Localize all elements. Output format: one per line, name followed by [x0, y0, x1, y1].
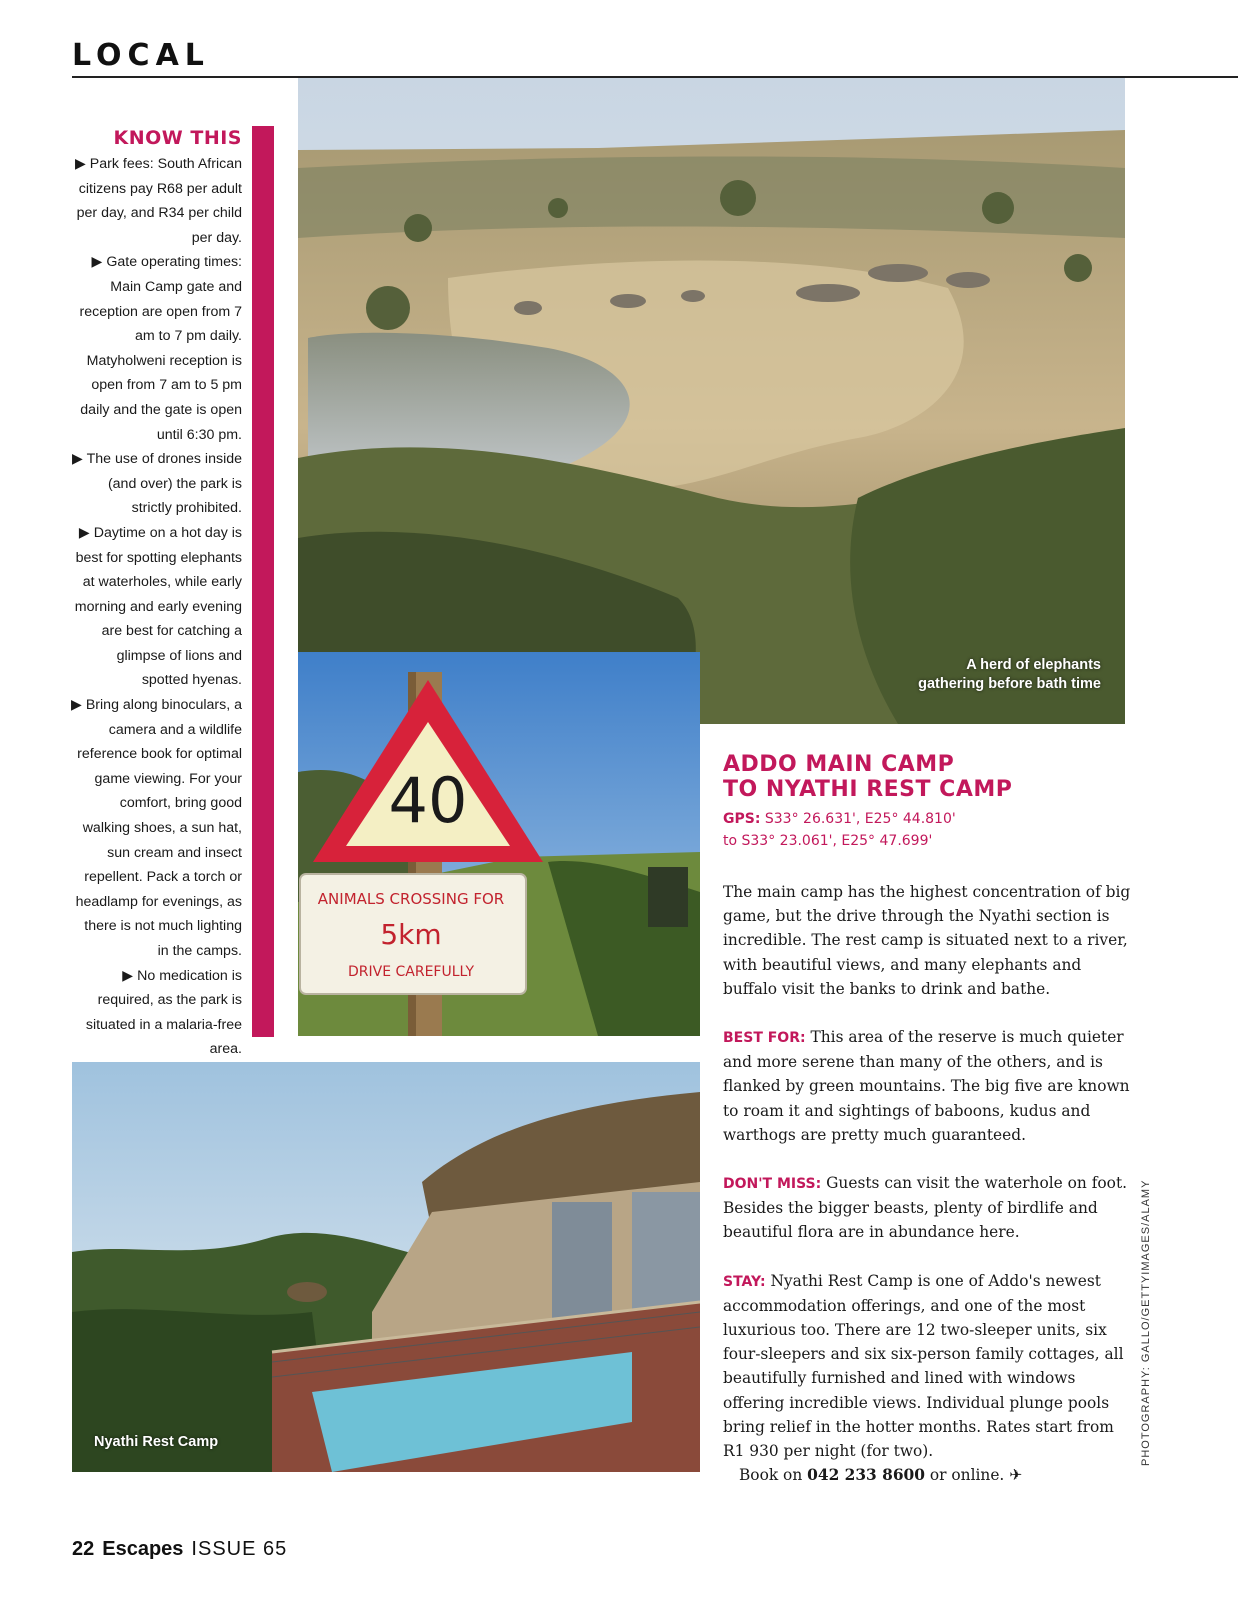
page-footer — [72, 1538, 287, 1561]
elephants-waterhole-photo — [298, 78, 1125, 724]
booking-line: Book on 042 233 8600 or online. ✈ — [739, 1466, 1023, 1485]
sidebar-item-gate-times: ▶ Gate operating times: Main Camp gate and reception are open from 7 am to 7 pm daily. Matyholweni reception is open from 7 am to 5 pm daily and the gate is open until 6:30 pm. — [79, 254, 242, 443]
sign-line-3: DRIVE CAREFULLY — [347, 964, 475, 980]
sidebar-item-medication: ▶ No medication is required, as the park is situated in a malaria-free area. — [85, 967, 242, 1058]
article-intro: The main camp has the highest concentration of big game, but the drive through the Nyathi section is incredible. The rest camp is situated next to a river, with beautiful views, and many elephants and buffalo visit the banks to drink and bathe. — [723, 883, 1131, 998]
gps-coordinates: GPS: S33° 26.631', E25° 44.810' to S33° 23.061', E25° 47.699' — [723, 811, 956, 849]
sidebar-item-drones: ▶ The use of drones inside (and over) the park is strictly prohibited. — [72, 451, 242, 517]
article — [723, 752, 1133, 1487]
sidebar-title: KNOW THIS — [113, 127, 242, 149]
stay-paragraph: STAY: Nyathi Rest Camp is one of Addo's newest accommodation offerings, and one of the most luxurious too. There are 12 two-sleeper units, six four-sleepers and six six-person family cottages, all beautifully furnished and lined with windows offering incredible views. Individual plunge pools bring relief in the hotter months. Rates start from R1 930 per night (for two). — [723, 1271, 1124, 1461]
section-label: LOCAL — [72, 38, 210, 73]
page-number: 22 — [72, 1538, 95, 1560]
elephants-caption: A herd of elephants gathering before bath time — [918, 657, 1101, 692]
sign-line-2: 5km — [380, 918, 442, 951]
sign-line-1: ANIMALS CROSSING FOR — [317, 890, 505, 908]
sidebar-item-spotting: ▶ Daytime on a hot day is best for spotting elephants at waterholes, while early morning and early evening are best for catching a glimpse of lions and spotted hyenas. — [74, 524, 242, 689]
issue-label: ISSUE 65 — [191, 1538, 288, 1560]
sidebar-item-bring-along: ▶ Bring along binoculars, a camera and a wildlife reference book for optimal game viewing. For your comfort, bring good walking shoes, a sun hat, sun cream and insect repellent. Pack a torch or headlamp for evenings, as there is not much lighting in the camps. — [70, 697, 242, 959]
dont-miss-paragraph: DON'T MISS: Guests can visit the waterhole on foot. Besides the bigger beasts, plenty of birdlife and beautiful flora are in abundance here. — [723, 1174, 1128, 1242]
booking-phone: 042 233 8600 — [807, 1466, 925, 1485]
camp-caption: Nyathi Rest Camp — [94, 1434, 219, 1450]
know-this-sidebar — [70, 126, 242, 1136]
magazine-name: Escapes — [102, 1538, 184, 1560]
road-sign-photo — [298, 652, 700, 1036]
article-headline: ADDO MAIN CAMP TO NYATHI REST CAMP — [723, 752, 1013, 802]
speed-limit-text: 40 — [388, 764, 468, 837]
photo-credit: PHOTOGRAPHY: GALLO/GETTYIMAGES/ALAMY — [1140, 1179, 1152, 1466]
sidebar-item-park-fees: ▶ Park fees: South African citizens pay R68 per adult per day, and R34 per child per day. — [74, 156, 242, 246]
best-for-paragraph: BEST FOR: This area of the reserve is much quieter and more serene than many of the others, and is flanked by green mountains. The big five are known to roam it and sightings of baboons, kudus and warthogs are pretty much guaranteed. — [723, 1028, 1130, 1144]
sidebar-accent-bar — [252, 126, 274, 1037]
nyathi-camp-photo — [72, 1062, 700, 1472]
